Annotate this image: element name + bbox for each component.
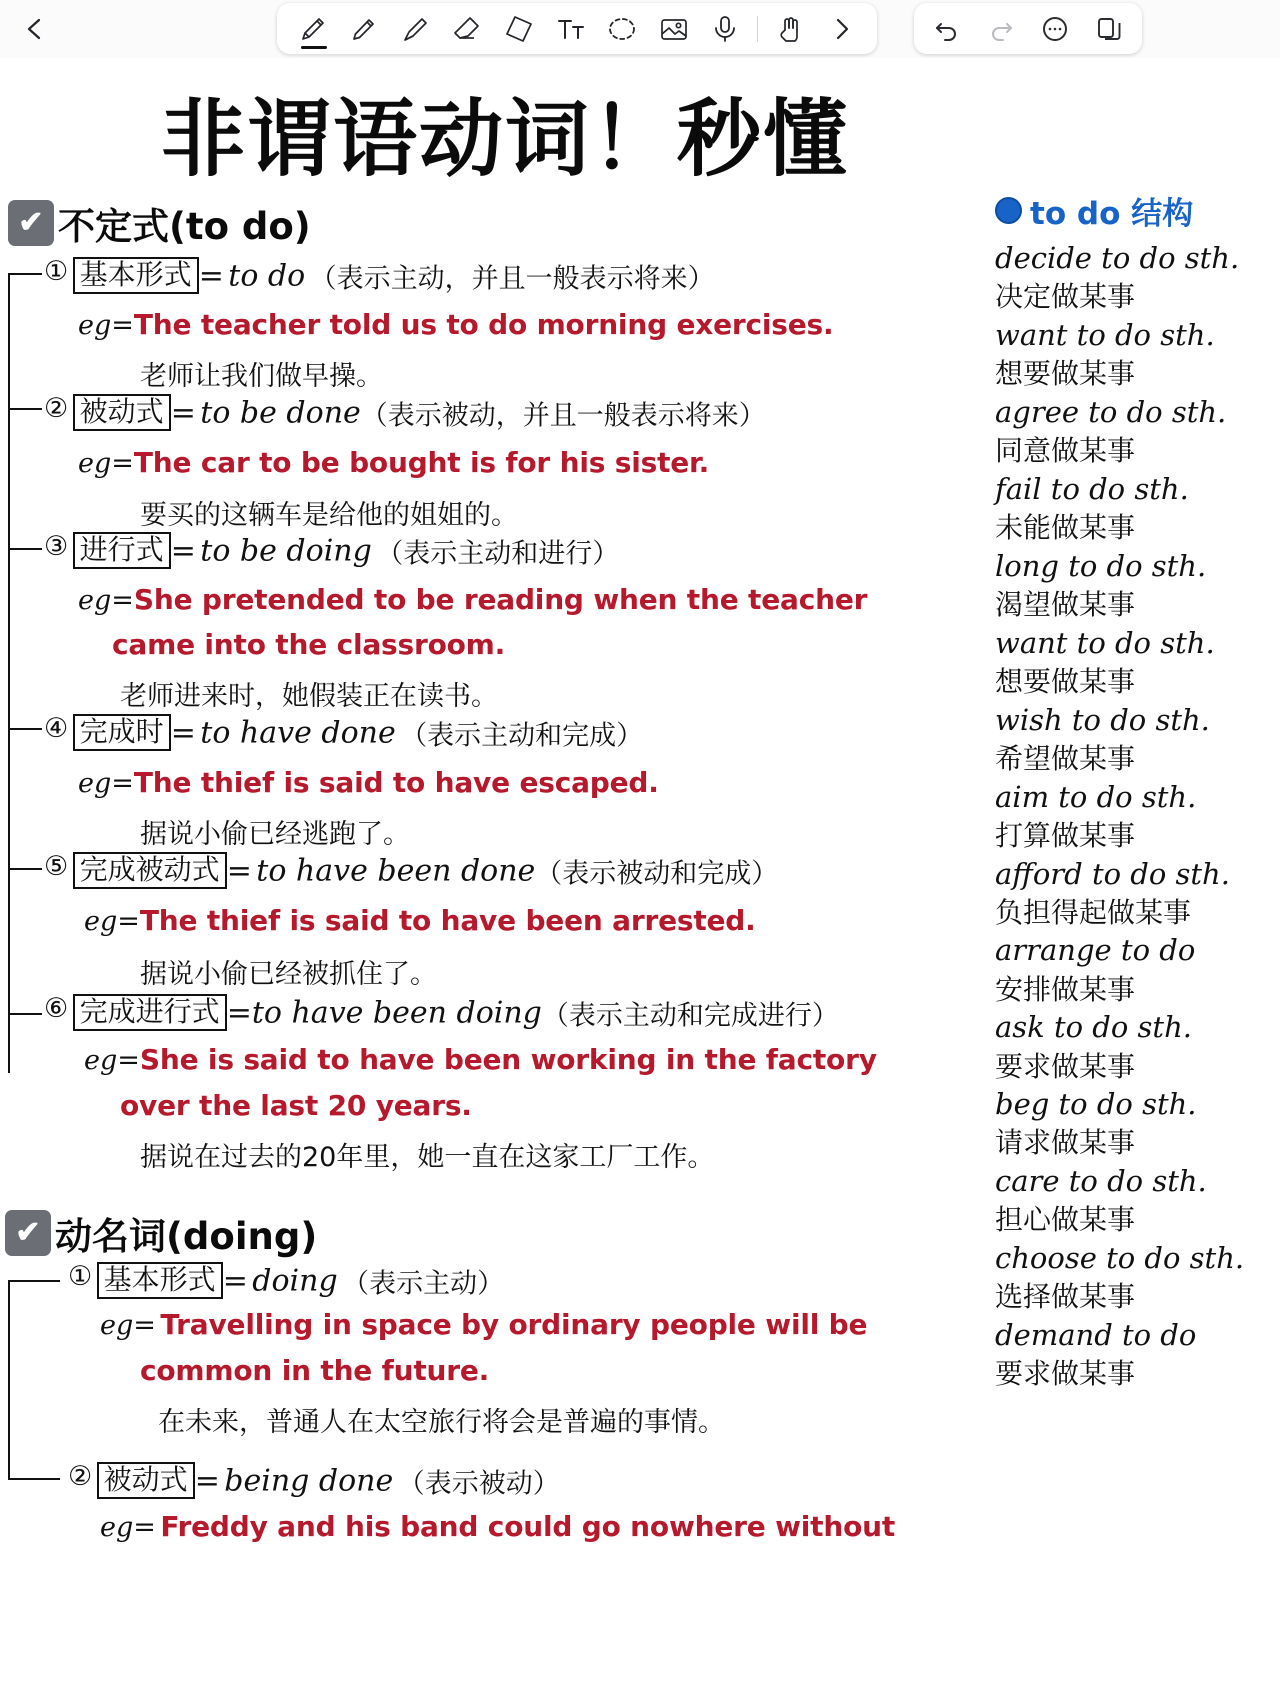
page-title: 非谓语动词！秒懂 xyxy=(160,90,849,188)
item-box-label: 进行式 xyxy=(73,532,171,569)
list-item xyxy=(995,470,1280,547)
tree-tick xyxy=(8,1478,60,1480)
phrase-cn: 负担得起做某事 xyxy=(995,895,1192,929)
item-number: ③ xyxy=(44,531,69,562)
list-item xyxy=(44,256,715,295)
translation-text: 要买的这辆车是给他的姐姐的。 xyxy=(140,500,518,531)
right-column-title: to do 结构 xyxy=(1030,196,1194,232)
item-note: （表示主动和完成） xyxy=(400,720,644,752)
phrase-cn: 决定做某事 xyxy=(995,280,1136,314)
checkbox-icon[interactable]: ✔ xyxy=(8,200,54,246)
ellipsis-icon[interactable] xyxy=(1031,7,1079,51)
example-text-pre: Freddy and his band could go nowhere without xyxy=(160,1510,896,1543)
item-box-label: 完成被动式 xyxy=(73,852,227,889)
phrase-en: aim to do sth. xyxy=(995,779,1197,814)
item-structure: doing xyxy=(252,1263,338,1299)
list-item xyxy=(995,393,1280,470)
example-label: eg= xyxy=(84,1045,140,1076)
item-equals: = xyxy=(170,395,196,431)
tree-bracket-gerund xyxy=(8,1280,10,1480)
item-box-label: 被动式 xyxy=(73,394,171,431)
example-text-highlight: to have been working xyxy=(317,1043,657,1076)
example-label: eg= xyxy=(78,768,134,799)
item-equals: = xyxy=(170,715,196,751)
item-structure: to have done xyxy=(200,715,396,751)
list-item xyxy=(995,1008,1280,1085)
list-item xyxy=(44,713,643,752)
example-text-pre: The thief is said xyxy=(133,766,393,799)
item-equals: = xyxy=(226,995,252,1031)
item-note: （表示主动和完成进行） xyxy=(541,1000,839,1032)
item-structure: being done xyxy=(224,1463,394,1499)
history-actions-island xyxy=(914,3,1142,54)
item-note: （表示主动，并且一般表示将来） xyxy=(309,263,715,295)
example-text-line2: over the last 20 years. xyxy=(120,1089,472,1122)
chevron-right-icon[interactable] xyxy=(815,6,867,52)
eraser-icon[interactable] xyxy=(442,6,494,52)
phrase-en: want to do sth. xyxy=(995,317,1215,352)
list-item xyxy=(44,531,619,570)
item-number: ② xyxy=(68,1461,93,1492)
example-label: eg= xyxy=(100,1512,156,1543)
lasso-icon[interactable] xyxy=(596,6,648,52)
list-item xyxy=(995,624,1280,701)
item-note: （表示被动） xyxy=(397,1468,560,1500)
item-note: （表示被动和完成） xyxy=(535,858,779,890)
shape-icon[interactable] xyxy=(493,6,545,52)
example-text-highlight: Travelling xyxy=(160,1308,314,1341)
copy-icon[interactable] xyxy=(1085,7,1133,51)
tree-tick xyxy=(8,868,42,870)
tree-tick xyxy=(8,728,42,730)
item-box-label: 被动式 xyxy=(97,1462,195,1499)
example-text-pre: She is said xyxy=(139,1043,318,1076)
translation-line xyxy=(120,674,498,713)
right-column-todo-structures xyxy=(995,188,1280,1393)
top-toolbar xyxy=(0,0,1280,58)
example-line xyxy=(78,583,867,616)
example-text-post: when the teacher xyxy=(583,583,868,616)
phrase-en: fail to do sth. xyxy=(995,471,1189,506)
phrase-en: demand to do xyxy=(995,1318,1197,1353)
phrase-cn: 想要做某事 xyxy=(995,664,1136,698)
phrase-cn: 想要做某事 xyxy=(995,357,1136,391)
toolbar-divider xyxy=(757,16,758,42)
tree-tick xyxy=(8,408,42,410)
item-equals: = xyxy=(170,533,196,569)
text-icon[interactable] xyxy=(545,6,597,52)
translation-text: 老师让我们做早操。 xyxy=(140,361,383,392)
example-text-pre: The teacher told us xyxy=(133,308,447,341)
list-item xyxy=(995,701,1280,778)
example-line-2 xyxy=(112,628,505,661)
list-item xyxy=(995,1239,1280,1316)
item-number: ⑤ xyxy=(44,851,69,882)
phrase-en: decide to do sth. xyxy=(995,241,1240,275)
phrase-cn: 担心做某事 xyxy=(995,1203,1136,1237)
section-header-gerund xyxy=(5,1206,317,1260)
example-text-highlight: to do xyxy=(446,308,528,341)
example-text-pre: The thief is said xyxy=(139,904,399,937)
item-structure: to have been doing xyxy=(251,995,542,1031)
item-structure: to be doing xyxy=(200,533,372,569)
tree-tick xyxy=(8,1280,60,1282)
translation-text: 据说小偷已经逃跑了。 xyxy=(140,819,410,850)
redo-icon[interactable] xyxy=(977,7,1025,51)
note-canvas xyxy=(0,58,1280,1706)
example-line xyxy=(100,1510,895,1543)
item-equals: = xyxy=(222,1263,248,1299)
tree-tick xyxy=(8,548,42,550)
marker-icon[interactable] xyxy=(339,6,391,52)
example-line xyxy=(78,766,659,799)
phrase-cn: 打算做某事 xyxy=(995,818,1136,852)
back-arrow-icon[interactable] xyxy=(12,6,58,52)
item-structure: to have been done xyxy=(256,853,536,889)
example-label: eg= xyxy=(78,310,134,341)
phrase-en: ask to do sth. xyxy=(995,1010,1192,1045)
translation-line xyxy=(140,493,518,532)
example-text-post: in the factory xyxy=(656,1043,877,1076)
item-box-label: 完成时 xyxy=(73,714,171,751)
item-number: ④ xyxy=(44,713,69,744)
tree-tick xyxy=(8,273,42,275)
translation-line xyxy=(140,1135,714,1174)
list-item xyxy=(995,316,1280,393)
item-note: （表示被动，并且一般表示将来） xyxy=(360,400,766,432)
list-item xyxy=(995,1085,1280,1162)
translation-text: 据说小偷已经被抓住了。 xyxy=(140,959,437,990)
item-equals: = xyxy=(226,853,252,889)
phrase-en: agree to do sth. xyxy=(995,394,1227,429)
section-header-infinitive xyxy=(8,196,311,250)
tree-tick xyxy=(8,1013,42,1015)
image-icon[interactable] xyxy=(648,6,700,52)
example-text-highlight: to have been arrested xyxy=(398,904,746,937)
example-text-pre: The car xyxy=(133,446,260,479)
blue-dot-icon xyxy=(995,197,1022,224)
item-structure: to be done xyxy=(200,395,361,431)
item-note: （表示主动） xyxy=(342,1268,505,1300)
example-text-post: . xyxy=(648,766,659,799)
example-text-post: is for his sister. xyxy=(460,446,710,479)
section-label: 不定式(to do) xyxy=(58,205,311,248)
phrase-en: care to do sth. xyxy=(995,1164,1207,1199)
phrase-en: arrange to do xyxy=(995,933,1196,968)
list-item xyxy=(995,239,1280,316)
checkbox-icon[interactable]: ✔ xyxy=(5,1210,51,1256)
phrase-cn: 请求做某事 xyxy=(995,1126,1136,1160)
item-number: ① xyxy=(68,1261,93,1292)
example-text-highlight: to be reading xyxy=(373,583,584,616)
phrase-cn: 未能做某事 xyxy=(995,510,1136,544)
list-item xyxy=(44,393,766,432)
example-text-highlight: to be bought xyxy=(259,446,461,479)
item-number: ② xyxy=(44,393,69,424)
example-line xyxy=(78,446,709,479)
translation-line xyxy=(158,1400,725,1439)
example-line xyxy=(84,904,756,937)
example-label: eg= xyxy=(84,906,140,937)
section-label: 动名词(doing) xyxy=(55,1215,318,1258)
list-item xyxy=(995,1162,1280,1239)
example-text-post: . xyxy=(745,904,756,937)
item-number: ① xyxy=(44,256,69,287)
phrase-en: want to do sth. xyxy=(995,625,1215,660)
example-text-highlight: to have escaped xyxy=(392,766,649,799)
translation-text: 老师进来时，她假装正在读书。 xyxy=(120,681,498,712)
phrase-cn: 希望做某事 xyxy=(995,741,1136,775)
translation-line xyxy=(140,952,437,991)
list-item xyxy=(44,851,778,890)
pen-icon[interactable] xyxy=(287,6,339,52)
list-item xyxy=(995,931,1280,1008)
example-text-post: in space by ordinary people will be xyxy=(313,1308,868,1341)
phrase-en: wish to do sth. xyxy=(995,702,1210,737)
list-item xyxy=(995,778,1280,855)
item-note: （表示主动和进行） xyxy=(376,538,620,570)
item-box-label: 基本形式 xyxy=(97,1262,223,1299)
hand-icon[interactable] xyxy=(764,6,816,52)
item-structure: to do xyxy=(228,258,306,294)
example-line-2 xyxy=(120,1089,472,1122)
phrase-cn: 渴望做某事 xyxy=(995,587,1136,621)
list-item xyxy=(995,1316,1280,1393)
list-item xyxy=(995,547,1280,624)
list-item xyxy=(44,993,839,1032)
example-text-line2: common in the future. xyxy=(140,1354,490,1387)
phrase-cn: 要求做某事 xyxy=(995,1357,1136,1391)
example-text-pre: She pretended xyxy=(133,583,374,616)
example-line xyxy=(84,1043,877,1076)
phrase-cn: 安排做某事 xyxy=(995,972,1136,1006)
phrase-cn: 选择做某事 xyxy=(995,1280,1136,1314)
item-box-label: 完成进行式 xyxy=(73,994,227,1031)
example-label: eg= xyxy=(100,1310,156,1341)
phrase-en: choose to do sth. xyxy=(995,1241,1245,1276)
list-item xyxy=(68,1261,504,1300)
translation-text: 在未来，普通人在太空旅行将会是普遍的事情。 xyxy=(158,1407,725,1438)
example-line xyxy=(100,1308,867,1341)
translation-line xyxy=(140,812,410,851)
phrase-cn: 同意做某事 xyxy=(995,434,1136,468)
item-equals: = xyxy=(198,258,224,294)
item-number: ⑥ xyxy=(44,993,69,1024)
phrase-en: afford to do sth. xyxy=(995,856,1230,891)
translation-text: 据说在过去的20年里，她一直在这家工厂工作。 xyxy=(140,1142,715,1173)
phrase-en: long to do sth. xyxy=(995,548,1207,583)
undo-icon[interactable] xyxy=(923,7,971,51)
example-line-2 xyxy=(140,1354,489,1387)
drawing-tools-island xyxy=(277,3,877,54)
right-column-header xyxy=(995,188,1280,233)
phrase-en: beg to do sth. xyxy=(995,1087,1197,1122)
item-equals: = xyxy=(194,1463,220,1499)
item-box-label: 基本形式 xyxy=(73,257,199,294)
phrase-cn: 要求做某事 xyxy=(995,1049,1136,1083)
example-label: eg= xyxy=(78,585,134,616)
list-item xyxy=(68,1461,560,1500)
microphone-icon[interactable] xyxy=(699,6,751,52)
example-label: eg= xyxy=(78,448,134,479)
example-text-line2: came into the classroom. xyxy=(112,628,506,661)
example-line xyxy=(78,308,833,341)
highlighter-icon[interactable] xyxy=(390,6,442,52)
translation-line xyxy=(140,354,383,393)
tree-bracket-infinitive xyxy=(8,273,10,1073)
example-text-post: morning exercises. xyxy=(527,308,834,341)
list-item xyxy=(995,855,1280,932)
